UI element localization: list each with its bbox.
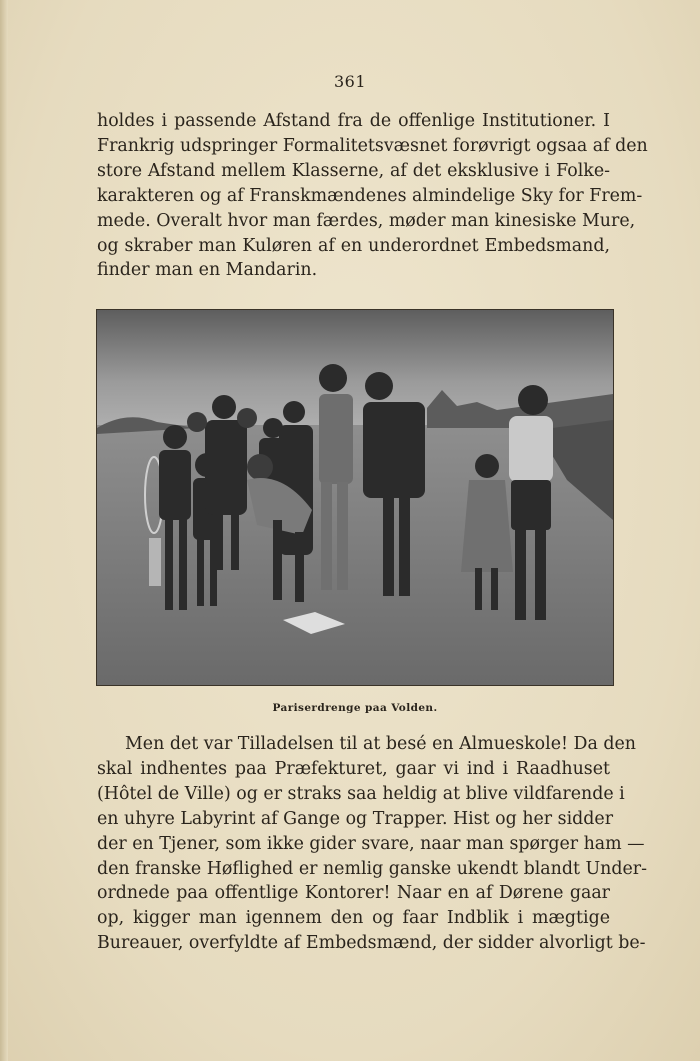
- text-line: en uhyre Labyrint af Gange og Trapper. Hist og her sidder: [97, 808, 614, 829]
- photograph-pariserdrenge: [96, 309, 614, 686]
- text-line: der en Tjener, som ikke gider svare, naar man spørger ham —: [97, 833, 645, 854]
- paragraph-bottom: [97, 732, 647, 956]
- text-line: den franske Høflighed er nemlig ganske ukendt blandt Under-: [97, 858, 647, 879]
- text-line: ordnede paa offentlige Kontorer! Naar en af Dørene gaar: [97, 883, 610, 904]
- text-line: finder man en Mandarin.: [97, 260, 318, 281]
- paragraph-top: [97, 109, 648, 283]
- photo-caption: Pariserdrenge paa Volden.: [272, 702, 438, 714]
- text-line: karakteren og af Franskmændenes almindelige Sky for Frem-: [97, 185, 643, 206]
- text-line: Bureauer, overfyldte af Embedsmænd, der sidder alvorligt be-: [97, 933, 646, 954]
- photo-illustration: [97, 310, 613, 685]
- text-line: (Hôtel de Ville) og er straks saa heldig at blive vildfarende i: [97, 783, 625, 804]
- text-line: store Afstand mellem Klasserne, af det eksklusive i Folke-: [97, 160, 610, 181]
- text-line: og skraber man Kuløren af en underordnet Embedsmand,: [97, 235, 610, 256]
- page-spine-shadow: [0, 0, 8, 1061]
- text-line: skal indhentes paa Præfekturet, gaar vi ind i Raadhuset: [97, 758, 610, 779]
- page-number: 361: [333, 72, 367, 91]
- text-line: Men det var Tilladelsen til at besé en Almueskole! Da den: [125, 734, 636, 754]
- text-line: mede. Overalt hvor man færdes, møder man kinesiske Mure,: [97, 210, 636, 231]
- text-line: holdes i passende Afstand fra de offenlige Institutioner. I: [97, 111, 610, 131]
- text-line: Frankrig udspringer Formalitetsvæsnet forøvrigt ogsaa af den: [97, 135, 648, 156]
- text-line: op, kigger man igennem den og faar Indblik i mægtige: [97, 908, 610, 929]
